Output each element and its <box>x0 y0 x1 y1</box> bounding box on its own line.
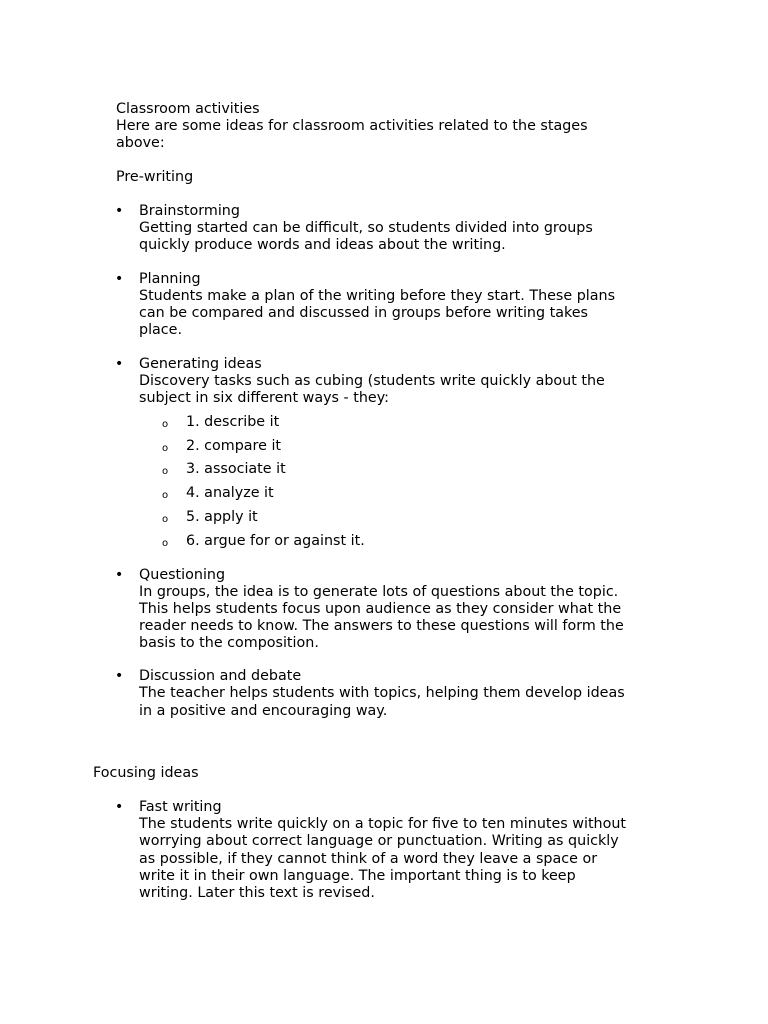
item-text: Students make a plan of the writing before they start. These plans <box>139 288 616 304</box>
sub-item: 1. describe it <box>186 414 280 430</box>
intro-line-1: Here are some ideas for classroom activities related to the stages <box>116 118 588 134</box>
item-title-questioning: Questioning <box>139 567 226 583</box>
item-text: quickly produce words and ideas about the writing. <box>139 237 506 253</box>
item-text: subject in six different ways - they: <box>139 390 389 406</box>
item-text: In groups, the idea is to generate lots of questions about the topic. <box>139 584 619 600</box>
bullet-marker: • <box>115 567 124 583</box>
sub-bullet-marker: o <box>162 443 169 454</box>
item-text: reader needs to know. The answers to these questions will form the <box>139 618 624 634</box>
sub-bullet-marker: o <box>162 538 169 549</box>
sub-item: 6. argue for or against it. <box>186 533 365 549</box>
item-text: Getting started can be difficult, so students divided into groups <box>139 220 593 236</box>
bullet-marker: • <box>115 668 124 684</box>
bullet-marker: • <box>115 203 124 219</box>
sub-item: 4. analyze it <box>186 485 274 501</box>
item-text: The teacher helps students with topics, helping them develop ideas <box>139 685 625 701</box>
prewriting-heading: Pre-writing <box>116 169 194 185</box>
bullet-marker: • <box>115 356 124 372</box>
bullet-marker: • <box>115 271 124 287</box>
bullet-marker: • <box>115 799 124 815</box>
item-text: Discovery tasks such as cubing (students write quickly about the <box>139 373 605 389</box>
item-text: worrying about correct language or punctuation. Writing as quickly <box>139 833 619 849</box>
item-title-generating-ideas: Generating ideas <box>139 356 262 372</box>
sub-item: 3. associate it <box>186 461 286 477</box>
sub-bullet-marker: o <box>162 466 169 477</box>
item-text: basis to the composition. <box>139 635 319 651</box>
focusing-heading: Focusing ideas <box>93 765 199 781</box>
item-text: in a positive and encouraging way. <box>139 703 388 719</box>
sub-bullet-marker: o <box>162 419 169 430</box>
item-title-brainstorming: Brainstorming <box>139 203 240 219</box>
item-text: This helps students focus upon audience as they consider what the <box>139 601 622 617</box>
sub-bullet-marker: o <box>162 514 169 525</box>
item-title-planning: Planning <box>139 271 201 287</box>
item-title-discussion: Discussion and debate <box>139 668 302 684</box>
item-title-fast-writing: Fast writing <box>139 799 222 815</box>
item-text: as possible, if they cannot think of a word they leave a space or <box>139 851 598 867</box>
item-text: writing. Later this text is revised. <box>139 885 375 901</box>
sub-item: 5. apply it <box>186 509 258 525</box>
doc-title: Classroom activities <box>116 101 260 117</box>
intro-line-2: above: <box>116 135 165 151</box>
item-text: place. <box>139 322 183 338</box>
sub-item: 2. compare it <box>186 438 282 454</box>
sub-bullet-marker: o <box>162 490 169 501</box>
item-text: can be compared and discussed in groups before writing takes <box>139 305 588 321</box>
item-text: The students write quickly on a topic for five to ten minutes without <box>139 816 627 832</box>
item-text: write it in their own language. The important thing is to keep <box>139 868 576 884</box>
